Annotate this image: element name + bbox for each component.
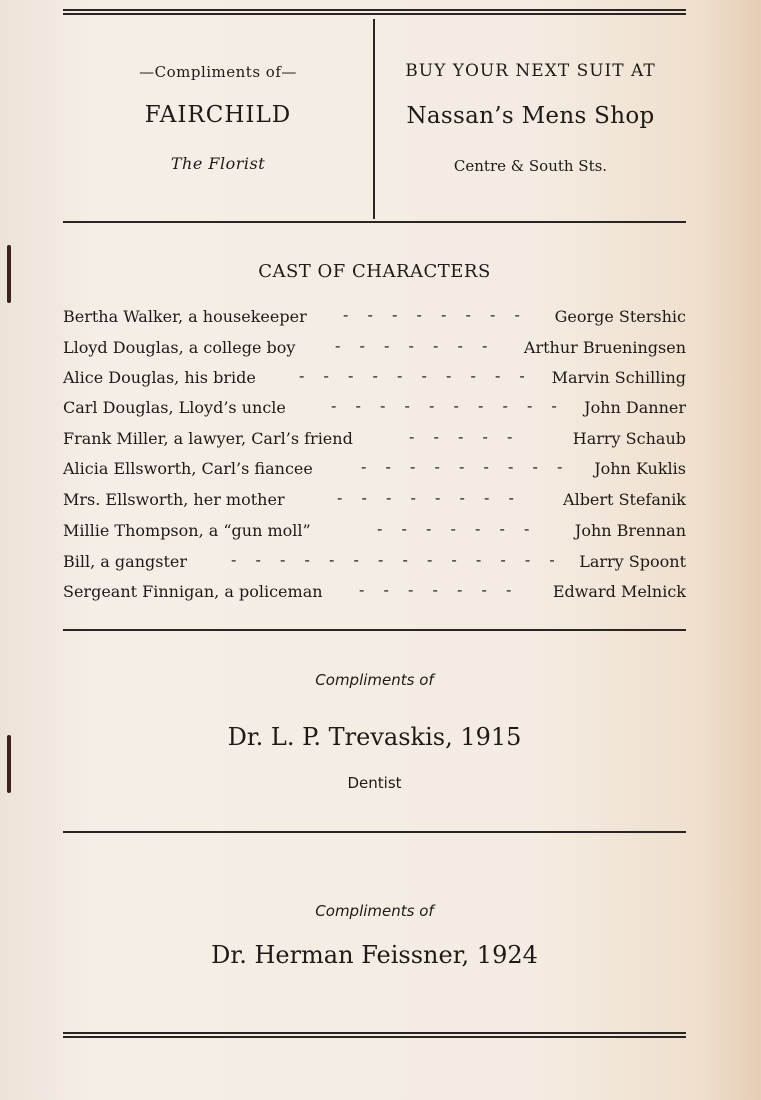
leader-dashes: - - - - - [409, 427, 520, 446]
rule-below-trevaskis [63, 831, 686, 833]
nassan-name: Nassan’s Mens Shop [406, 103, 655, 129]
cast-actor: John Danner [584, 398, 686, 417]
feissner-name: Dr. Herman Feissner, 1924 [211, 941, 538, 969]
cast-actor: George Stershic [554, 307, 686, 326]
trevaskis-profession: Dentist [347, 774, 402, 792]
fairchild-tagline: The Florist [170, 154, 266, 173]
leader-dashes: - - - - - - - - - [361, 457, 570, 476]
cast-role: Sergeant Finnigan, a policeman [63, 582, 323, 601]
staple-top [7, 245, 11, 303]
nassan-address: Centre & South Sts. [453, 157, 608, 175]
cast-row [63, 368, 686, 392]
cast-actor: Marvin Schilling [551, 368, 686, 387]
cast-role: Alice Douglas, his bride [63, 368, 256, 387]
nassan-headline: BUY YOUR NEXT SUIT AT [405, 61, 656, 81]
cast-row [63, 429, 686, 453]
cast-row [63, 521, 686, 545]
leader-dashes: - - - - - - - [377, 519, 537, 538]
cast-role: Carl Douglas, Lloyd’s uncle [63, 398, 286, 417]
cast-row [63, 490, 686, 514]
cast-role: Bertha Walker, a housekeeper [63, 307, 307, 326]
feissner-compliments: Compliments of [315, 902, 434, 920]
leader-dashes: - - - - - - - - - - [299, 366, 532, 385]
cast-role: Mrs. Ellsworth, her mother [63, 490, 285, 509]
cast-row [63, 398, 686, 422]
cast-actor: Larry Spoont [579, 552, 686, 571]
cast-role: Frank Miller, a lawyer, Carl’s friend [63, 429, 353, 448]
leader-dashes: - - - - - - - [359, 580, 519, 599]
fairchild-name: FAIRCHILD [144, 102, 292, 128]
cast-actor: Edward Melnick [552, 582, 686, 601]
bottom-double-rule [63, 1032, 686, 1038]
staple-bottom [7, 735, 11, 793]
cast-role: Millie Thompson, a “gun moll” [63, 521, 311, 540]
leader-dashes: - - - - - - - - [337, 488, 521, 507]
cast-actor: John Kuklis [594, 459, 686, 478]
fairchild-compliments: —Compliments of— [139, 63, 297, 81]
leader-dashes: - - - - - - - - - - [331, 396, 564, 415]
leader-dashes: - - - - - - - - [343, 305, 527, 324]
cast-actor: Albert Stefanik [563, 490, 686, 509]
cast-row [63, 459, 686, 483]
trevaskis-compliments: Compliments of [315, 671, 434, 689]
cast-title: CAST OF CHARACTERS [258, 261, 491, 282]
cast-actor: John Brennan [574, 521, 686, 540]
cast-actor: Harry Schaub [572, 429, 686, 448]
cast-row [63, 338, 686, 362]
trevaskis-name: Dr. L. P. Trevaskis, 1915 [227, 723, 522, 751]
top-double-rule [63, 9, 686, 15]
cast-actor: Arthur Brueningsen [523, 338, 686, 357]
cast-row [63, 307, 686, 331]
rule-below-cast [63, 629, 686, 631]
cast-row [63, 552, 686, 576]
leader-dashes: - - - - - - - [335, 336, 495, 355]
cast-row [63, 582, 686, 606]
cast-role: Bill, a gangster [63, 552, 187, 571]
leader-dashes: - - - - - - - - - - - - - - [231, 550, 562, 569]
cast-role: Alicia Ellsworth, Carl’s fiancee [63, 459, 313, 478]
cast-role: Lloyd Douglas, a college boy [63, 338, 296, 357]
rule-below-ads [63, 221, 686, 223]
